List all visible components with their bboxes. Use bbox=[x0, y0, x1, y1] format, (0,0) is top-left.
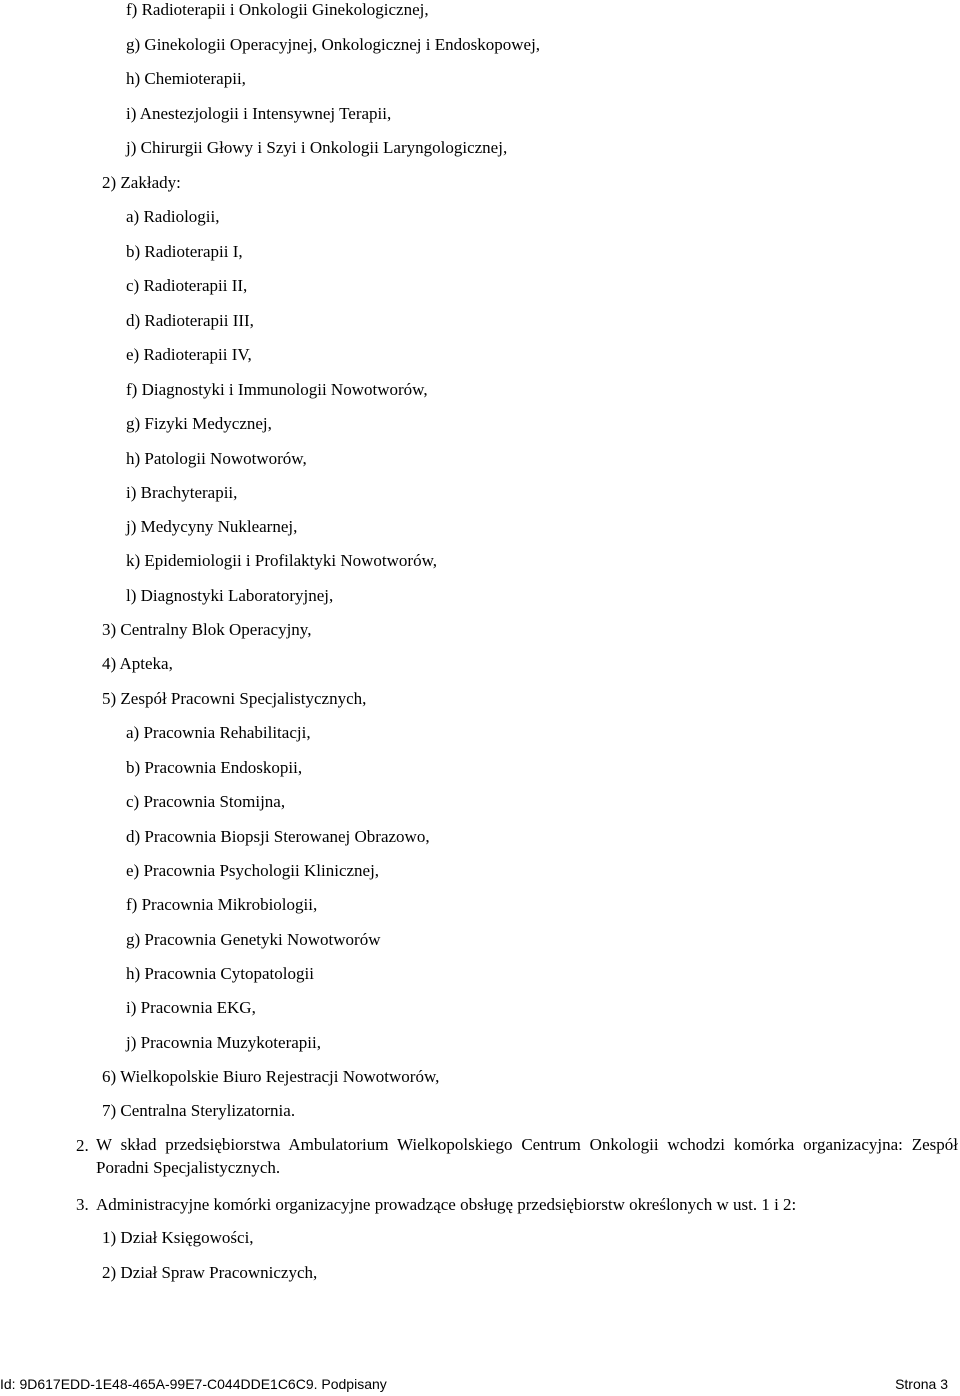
list-item: i) Brachyterapii, bbox=[126, 483, 238, 502]
list-item: j) Pracownia Muzykoterapii, bbox=[126, 1033, 321, 1052]
list-item: d) Pracownia Biopsji Sterowanej Obrazowo, bbox=[126, 827, 430, 846]
paragraph-ambulatorium: W skład przedsiębiorstwa Ambulatorium Wielkopolskiego Centrum Onkologii wchodzi komórka organizacyjna: Zespół Poradni Specjalistycznych. bbox=[96, 1135, 958, 1177]
footer-document-id: Id: 9D617EDD-1E48-465A-99E7-C044DDE1C6C9. Podpisany bbox=[0, 1376, 387, 1392]
list-item: h) Patologii Nowotworów, bbox=[126, 449, 307, 468]
paragraph-number: 2. bbox=[76, 1136, 89, 1155]
section-heading-blok-operacyjny: 3) Centralny Blok Operacyjny, bbox=[102, 620, 312, 639]
list-item: j) Chirurgii Głowy i Szyi i Onkologii Laryngologicznej, bbox=[126, 138, 508, 157]
list-item: c) Radioterapii II, bbox=[126, 276, 248, 295]
section-heading-sterylizatornia: 7) Centralna Sterylizatornia. bbox=[102, 1101, 296, 1120]
list-item: j) Medycyny Nuklearnej, bbox=[126, 517, 298, 536]
list-item: k) Epidemiologii i Profilaktyki Nowotworów, bbox=[126, 551, 438, 570]
list-item: b) Radioterapii I, bbox=[126, 242, 243, 261]
list-item: g) Fizyki Medycznej, bbox=[126, 414, 272, 433]
section-heading-biuro-rejestracji: 6) Wielkopolskie Biuro Rejestracji Nowotworów, bbox=[102, 1067, 440, 1086]
list-item: i) Pracownia EKG, bbox=[126, 998, 256, 1017]
list-item: f) Radioterapii i Onkologii Ginekologicznej, bbox=[126, 0, 429, 19]
list-item: d) Radioterapii III, bbox=[126, 311, 254, 330]
list-item: g) Ginekologii Operacyjnej, Onkologicznej i Endoskopowej, bbox=[126, 35, 541, 54]
list-item: f) Diagnostyki i Immunologii Nowotworów, bbox=[126, 380, 428, 399]
list-item: e) Pracownia Psychologii Klinicznej, bbox=[126, 861, 380, 880]
section-heading-zaklady: 2) Zakłady: bbox=[102, 173, 181, 192]
list-item: a) Pracownia Rehabilitacji, bbox=[126, 723, 311, 742]
list-item: l) Diagnostyki Laboratoryjnej, bbox=[126, 586, 334, 605]
list-item: b) Pracownia Endoskopii, bbox=[126, 758, 303, 777]
list-item: c) Pracownia Stomijna, bbox=[126, 792, 286, 811]
list-item: i) Anestezjologii i Intensywnej Terapii, bbox=[126, 104, 392, 123]
list-item: e) Radioterapii IV, bbox=[126, 345, 252, 364]
section-heading-apteka: 4) Apteka, bbox=[102, 654, 173, 673]
paragraph-administracyjne: Administracyjne komórki organizacyjne prowadzące obsługę przedsiębiorstw określonych w ust. 1 i 2: bbox=[96, 1195, 797, 1214]
footer-page-number: Strona 3 bbox=[895, 1376, 948, 1392]
list-item: 2) Dział Spraw Pracowniczych, bbox=[102, 1263, 318, 1282]
section-heading-zespol-pracowni: 5) Zespół Pracowni Specjalistycznych, bbox=[102, 689, 367, 708]
list-item: h) Pracownia Cytopatologii bbox=[126, 964, 314, 983]
list-item: a) Radiologii, bbox=[126, 207, 220, 226]
list-item: f) Pracownia Mikrobiologii, bbox=[126, 895, 318, 914]
list-item: g) Pracownia Genetyki Nowotworów bbox=[126, 930, 381, 949]
paragraph-number: 3. bbox=[76, 1195, 89, 1214]
list-item: h) Chemioterapii, bbox=[126, 69, 246, 88]
list-item: 1) Dział Księgowości, bbox=[102, 1228, 254, 1247]
